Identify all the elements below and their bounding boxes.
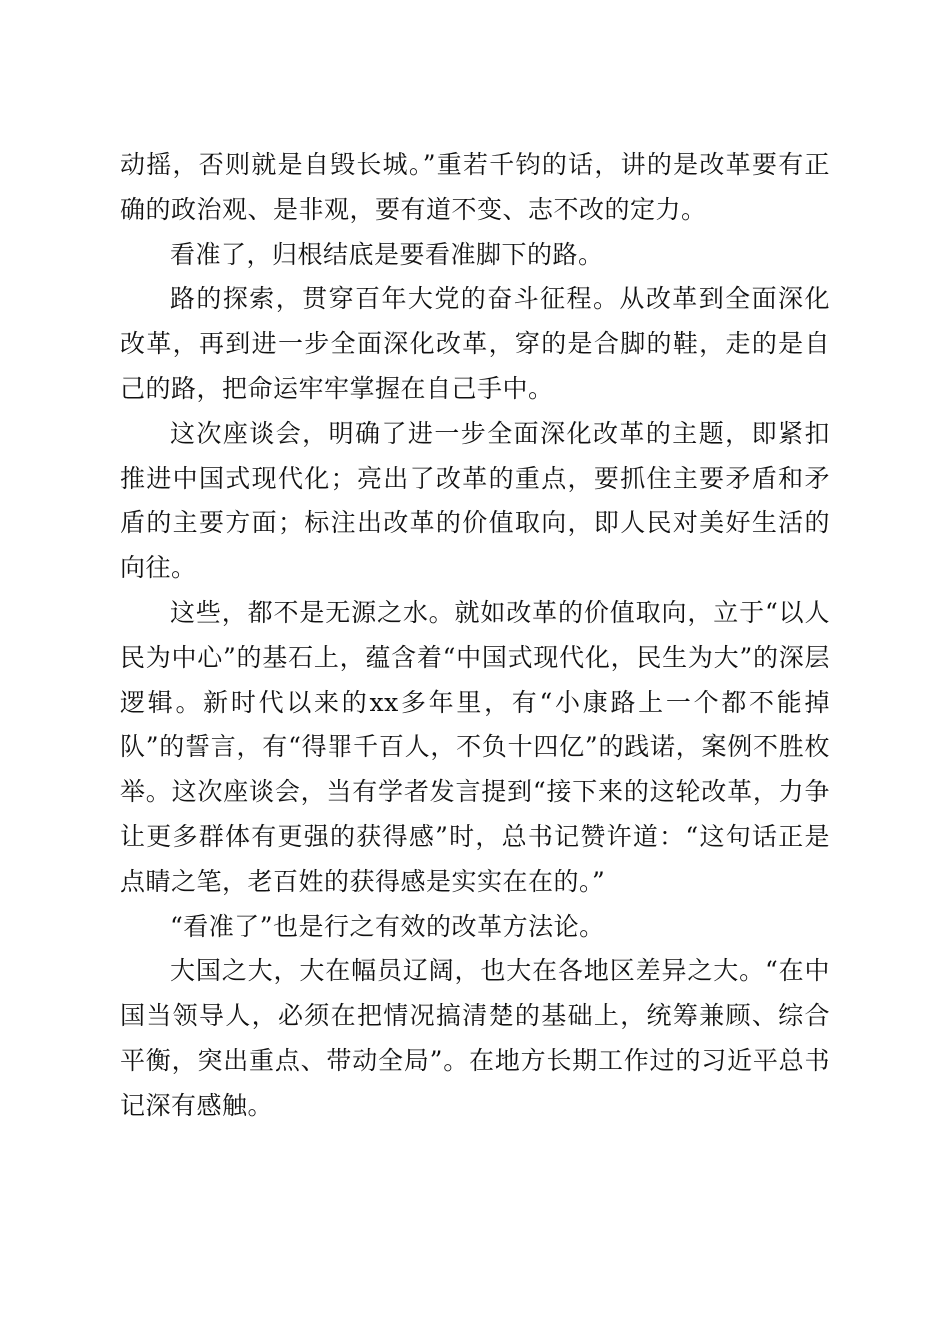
paragraph-3: 路的探索，贯穿百年大党的奋斗征程。从改革到全面深化改革，再到进一步全面深化改革，穿的是合脚的鞋，走的是自己的路，把命运牢牢掌握在自己手中。 [120, 284, 830, 403]
document-body [120, 143, 830, 1129]
paragraph-4: 这次座谈会，明确了进一步全面深化改革的主题，即紧扣推进中国式现代化；亮出了改革的重点，要抓住主要矛盾和矛盾的主要方面；标注出改革的价值取向，即人民对美好生活的向往。 [120, 418, 830, 583]
paragraph-7: 大国之大，大在幅员辽阔，也大在各地区差异之大。“在中国当领导人，必须在把情况搞清楚的基础上，统筹兼顾、综合平衡，突出重点、带动全局”。在地方长期工作过的习近平总书记深有感触。 [120, 956, 830, 1120]
paragraph-2: 看准了，归根结底是要看准脚下的路。 [170, 239, 604, 269]
paragraph-5: 这些，都不是无源之水。就如改革的价值取向，立于“以人民为中心”的基石上，蕴含着“中国式现代化，民生为大”的深层逻辑。新时代以来的xx多年里，有“小康路上一个都不能掉队”的誓言，有“得罪千百人，不负十四亿”的践诺，案例不胜枚举。这次座谈会，当有学者发言提到“接下来的这轮改革，力争让更多群体有更强的获得感”时，总书记赞许道：“这句话正是点睛之笔，老百姓的获得感是实实在在的。” [120, 597, 830, 896]
paragraph-6: “看准了”也是行之有效的改革方法论。 [170, 911, 605, 941]
paragraph-1: 动摇，否则就是自毁长城。”重若千钧的话，讲的是改革要有正确的政治观、是非观，要有道不变、志不改的定力。 [120, 150, 830, 224]
